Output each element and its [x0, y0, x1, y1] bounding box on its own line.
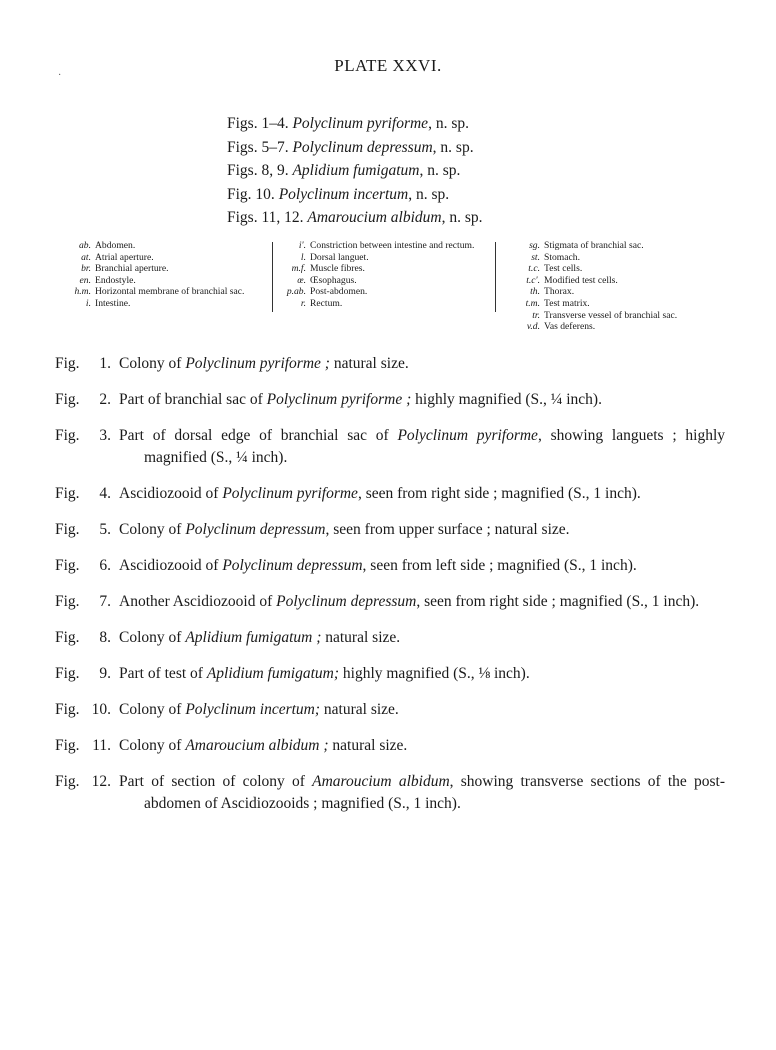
legend-abbr: p.ab.: [286, 286, 306, 298]
summary-line: [227, 183, 483, 207]
caption-label: [55, 519, 119, 541]
caption-text: [119, 591, 725, 613]
species-name: Polyclinum incertum: [278, 185, 409, 203]
caption-label: [55, 771, 119, 815]
caption-segment: Part of test of: [119, 665, 207, 682]
summary-suffix: , n. sp.: [432, 138, 474, 156]
caption-fig-word: Fig.: [55, 773, 80, 790]
caption-text: [119, 663, 725, 685]
caption-fig-word: Fig.: [55, 737, 80, 754]
summary-figs: Figs. 5–7.: [227, 138, 289, 156]
species-name: Aplidium fumigatum;: [206, 665, 340, 682]
species-name: Polyclinum depressum: [222, 557, 363, 574]
species-name: Polyclinum pyriforme: [397, 427, 538, 444]
caption-number: 12.: [91, 773, 111, 790]
caption-text: [119, 555, 725, 577]
legend-abbr: ab.: [79, 240, 91, 251]
caption-label: [55, 699, 119, 721]
legend-entry: [499, 240, 729, 252]
caption-segment: Colony of: [119, 737, 186, 754]
species-name: Polyclinum depressum: [292, 138, 433, 156]
caption-number: 6.: [99, 557, 111, 574]
caption-segment: highly magnified (S., ⅛ inch).: [339, 665, 530, 682]
caption-segment: Ascidiozooid of: [119, 485, 223, 502]
species-name: Polyclinum pyriforme ;: [266, 391, 412, 408]
caption-item: [55, 519, 725, 541]
caption-label: [55, 663, 119, 685]
caption-item: [55, 699, 725, 721]
caption-number: 5.: [99, 521, 111, 538]
legend-column-1: [55, 240, 270, 310]
species-name: Amaroucium albidum: [312, 773, 450, 790]
legend-desc: Endostyle.: [95, 274, 136, 286]
legend-abbr: i.: [85, 297, 91, 309]
caption-segment: Part of branchial sac of: [119, 391, 267, 408]
caption-label: [55, 627, 119, 649]
summary-figs: Figs. 11, 12.: [227, 209, 304, 226]
caption-segment: highly magnified (S., ¼ inch).: [411, 391, 602, 408]
legend-entry: [499, 263, 729, 275]
caption-label: [55, 353, 119, 375]
legend-entry: [499, 275, 729, 287]
caption-number: 2.: [99, 391, 111, 408]
legend-abbr: i'.: [298, 240, 306, 251]
caption-segment: natural size.: [320, 701, 399, 718]
legend-abbr: t.m.: [525, 297, 540, 309]
caption-fig-word: Fig.: [55, 355, 80, 372]
figures-summary: [227, 112, 483, 230]
legend-abbr: br.: [81, 263, 91, 275]
summary-figs: Figs. 8, 9.: [227, 162, 289, 179]
caption-segment: , showing languets ; highly magnified (S., ¼ inch).: [144, 427, 726, 466]
caption-text: [119, 425, 725, 469]
caption-fig-word: Fig.: [55, 485, 80, 502]
legend-entry: [273, 298, 493, 310]
species-name: Polyclinum pyriforme ;: [185, 355, 330, 372]
legend-abbr: t.c'.: [526, 274, 540, 286]
plate-title: PLATE XXVI.: [334, 56, 442, 75]
caption-label: [55, 555, 119, 577]
legend-abbr: at.: [81, 251, 91, 263]
caption-fig-word: Fig.: [55, 665, 80, 682]
caption-segment: Colony of: [119, 701, 186, 718]
caption-text: [119, 771, 725, 815]
legend-abbr: l.: [300, 251, 306, 263]
legend-entry: [499, 252, 729, 264]
caption-text: [119, 627, 725, 649]
caption-text: [119, 353, 725, 375]
caption-fig-word: Fig.: [55, 593, 80, 610]
summary-suffix: , n. sp.: [419, 162, 461, 179]
legend-column-2: [273, 240, 493, 310]
caption-text: [119, 519, 725, 541]
caption-segment: Another Ascidiozooid of: [119, 593, 277, 610]
caption-item: [55, 627, 725, 649]
legend-desc: Stomach.: [544, 251, 580, 263]
legend-abbr: st.: [531, 251, 540, 263]
legend-abbr: tr.: [532, 309, 540, 321]
legend-desc: Vas deferens.: [544, 321, 596, 333]
summary-line: [227, 112, 483, 136]
species-name: Polyclinum incertum;: [185, 701, 321, 718]
caption-segment: Ascidiozooid of: [119, 557, 223, 574]
legend-desc: Branchial aperture.: [95, 263, 169, 275]
caption-fig-word: Fig.: [55, 521, 80, 538]
legend-divider: [495, 242, 496, 312]
legend-column-3: [499, 240, 729, 333]
caption-item: [55, 483, 725, 505]
caption-label: [55, 425, 119, 469]
caption-fig-word: Fig.: [55, 391, 80, 408]
caption-segment: Colony of: [119, 521, 186, 538]
species-name: Amaroucium albidum ;: [185, 737, 329, 754]
caption-number: 11.: [92, 737, 111, 754]
legend-desc: Atrial aperture.: [95, 251, 154, 263]
legend-desc: Œsophagus.: [310, 274, 357, 286]
legend-abbr: h.m.: [74, 286, 91, 298]
legend-desc: Thorax.: [544, 286, 575, 298]
legend-entry: [499, 286, 729, 298]
legend-desc: Rectum.: [310, 297, 343, 309]
caption-label: [55, 483, 119, 505]
caption-segment: , seen from right side ; magnified (S., 1 inch).: [357, 485, 641, 502]
caption-segment: , seen from left side ; magnified (S., 1 inch).: [362, 557, 637, 574]
legend-desc: Horizontal membrane of branchial sac.: [95, 286, 245, 298]
legend-entry: [55, 263, 270, 275]
legend-desc: Test matrix.: [544, 297, 590, 309]
legend-desc: Stigmata of branchial sac.: [544, 240, 644, 251]
legend-desc: Muscle fibres.: [310, 263, 365, 275]
caption-segment: Part of dorsal edge of branchial sac of: [119, 427, 398, 444]
figure-captions: [55, 353, 725, 829]
caption-fig-word: Fig.: [55, 557, 80, 574]
caption-item: [55, 555, 725, 577]
legend-desc: Transverse vessel of branchial sac.: [544, 309, 678, 321]
summary-suffix: , n. sp.: [408, 185, 450, 203]
legend-desc: Constriction between intestine and rectum.: [310, 240, 475, 251]
legend-entry: [273, 263, 493, 275]
caption-label: [55, 735, 119, 757]
summary-suffix: , n. sp.: [428, 115, 469, 132]
caption-item: [55, 389, 725, 411]
caption-fig-word: Fig.: [55, 427, 80, 444]
species-name: Polyclinum pyriforme: [222, 485, 358, 502]
caption-item: [55, 735, 725, 757]
caption-text: [119, 483, 725, 505]
legend-desc: Dorsal languet.: [310, 251, 369, 263]
legend-desc: Intestine.: [95, 297, 131, 309]
caption-fig-word: Fig.: [55, 629, 80, 646]
caption-label: [55, 591, 119, 613]
legend-entry: [273, 275, 493, 287]
caption-segment: , seen from upper surface ; natural size.: [325, 521, 570, 538]
species-name: Polyclinum depressum: [276, 593, 417, 610]
caption-number: 8.: [99, 629, 111, 646]
caption-number: 9.: [99, 665, 111, 682]
legend-desc: Post-abdomen.: [310, 286, 368, 298]
legend-entry: [499, 321, 729, 333]
legend-abbr: en.: [79, 274, 91, 286]
caption-segment: Colony of: [119, 629, 186, 646]
legend-entry: [273, 286, 493, 298]
legend-abbr: sg.: [529, 240, 540, 251]
legend-abbr: v.d.: [526, 321, 540, 333]
summary-line: [227, 159, 483, 183]
legend-abbr: r.: [300, 297, 306, 309]
legend-entry: [273, 252, 493, 264]
caption-item: [55, 591, 725, 613]
caption-number: 10.: [91, 701, 111, 718]
summary-line: [227, 136, 483, 160]
caption-item: [55, 425, 725, 469]
species-name: Polyclinum pyriforme: [292, 115, 429, 132]
legend-abbr: m.f.: [291, 263, 306, 275]
species-name: Aplidium fumigatum ;: [185, 629, 322, 646]
caption-number: 4.: [99, 485, 111, 502]
legend-entry: [273, 240, 493, 252]
legend-entry: [55, 286, 270, 298]
species-name: Amaroucium albidum: [307, 209, 442, 226]
legend-entry: [55, 252, 270, 264]
caption-text: [119, 699, 725, 721]
legend-desc: Modified test cells.: [544, 274, 618, 286]
caption-text: [119, 389, 725, 411]
caption-item: [55, 663, 725, 685]
summary-line: [227, 206, 483, 230]
caption-item: [55, 771, 725, 815]
legend-desc: Test cells.: [544, 263, 583, 275]
legend-abbr: th.: [530, 286, 540, 298]
caption-text: [119, 735, 725, 757]
legend-entry: [55, 275, 270, 287]
caption-segment: Part of section of colony of: [119, 773, 313, 790]
caption-segment: , showing transverse sections of the post-abdomen of Ascidiozooids ; magnified (S., 1 inch).: [144, 773, 725, 812]
summary-figs: Fig. 10.: [227, 185, 275, 203]
caption-segment: , seen from right side ; magnified (S., 1 inch).: [416, 593, 700, 610]
species-name: Aplidium fumigatum: [292, 162, 420, 179]
caption-segment: natural size.: [329, 355, 409, 372]
legend-entry: [55, 298, 270, 310]
legend-desc: Abdomen.: [95, 240, 136, 251]
caption-fig-word: Fig.: [55, 701, 80, 718]
species-name: Polyclinum depressum: [185, 521, 326, 538]
legend-entry: [55, 240, 270, 252]
caption-number: 1.: [99, 355, 111, 372]
legend-entry: [499, 310, 729, 322]
caption-segment: natural size.: [321, 629, 401, 646]
summary-suffix: , n. sp.: [441, 209, 483, 226]
legend-abbr: t.c.: [528, 263, 540, 275]
caption-segment: Colony of: [119, 355, 186, 372]
caption-number: 3.: [99, 427, 111, 444]
summary-figs: Figs. 1–4.: [227, 115, 289, 132]
caption-label: [55, 389, 119, 411]
legend-entry: [499, 298, 729, 310]
caption-segment: natural size.: [328, 737, 408, 754]
print-speck: ·: [58, 70, 62, 81]
caption-item: [55, 353, 725, 375]
caption-number: 7.: [99, 593, 111, 610]
legend-abbr: œ.: [297, 274, 306, 286]
